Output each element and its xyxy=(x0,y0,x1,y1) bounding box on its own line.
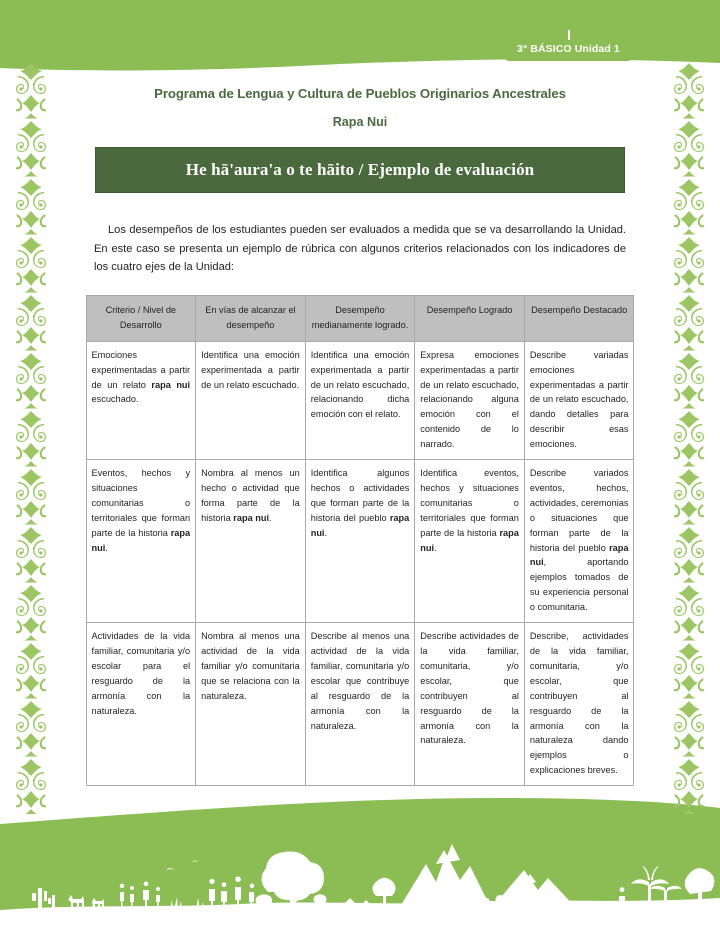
cell-logrado: Expresa emociones experimentadas a partir de un relato escuchado, relacionando alguna emoción con el contenido de lo narrado. xyxy=(415,341,525,459)
polynesian-scroll-ornament-icon xyxy=(672,236,706,294)
cell-criterio: Emociones experimentadas a partir de un relato rapa nui escuchado. xyxy=(86,341,196,459)
polynesian-scroll-ornament-icon xyxy=(672,700,706,758)
polynesian-scroll-ornament-icon xyxy=(672,410,706,468)
cell-medianamente: Identifica una emoción experimentada a partir de un relato escuchado, relacionando dicha emoción con el relato. xyxy=(305,341,415,459)
table-header-row xyxy=(86,295,634,341)
column-header-en-vias: En vías de alcanzar el desempeño xyxy=(196,295,306,341)
polynesian-scroll-ornament-icon xyxy=(14,178,48,236)
polynesian-scroll-ornament-icon xyxy=(672,642,706,700)
unit-badge-wrap xyxy=(505,38,632,61)
right-ornament-strip xyxy=(672,62,706,814)
bottom-landscape-band xyxy=(0,792,720,932)
polynesian-scroll-ornament-icon xyxy=(672,468,706,526)
polynesian-scroll-ornament-icon xyxy=(14,352,48,410)
column-header-destacado: Desempeño Destacado xyxy=(524,295,634,341)
cell-en-vias: Nombra al menos un hecho o actividad que forma parte de la historia rapa nui. xyxy=(196,460,306,623)
cell-criterio: Eventos, hechos y situaciones comunitarias o territoriales que forman parte de la historia rapa nui. xyxy=(86,460,196,623)
left-ornament-strip xyxy=(14,62,48,814)
column-header-criterio: Criterio / Nivel de Desarrollo xyxy=(86,295,196,341)
polynesian-scroll-ornament-icon xyxy=(14,526,48,584)
polynesian-scroll-ornament-icon xyxy=(14,584,48,642)
polynesian-scroll-ornament-icon xyxy=(672,294,706,352)
cell-destacado: Describe variados eventos, hechos, actividades, ceremonias o situaciones que forman parte de la historia del pueblo rapa nui, aportando ejemplos tomados de su experiencia personal o comunitaria. xyxy=(524,460,634,623)
polynesian-scroll-ornament-icon xyxy=(14,410,48,468)
cell-medianamente: Describe al menos una actividad de la vida familiar, comunitaria y/o escolar que contribuye al resguardo de la armonía con la naturaleza. xyxy=(305,623,415,786)
column-header-logrado: Desempeño Logrado xyxy=(415,295,525,341)
people-name: Rapa Nui xyxy=(332,115,388,129)
unit-badge: 3° BÁSICO Unidad 1 xyxy=(505,38,632,61)
cell-medianamente: Identifica algunos hechos o actividades que forman parte de la historia del pueblo rapa nui. xyxy=(305,460,415,623)
polynesian-scroll-ornament-icon xyxy=(14,120,48,178)
cell-en-vias: Identifica una emoción experimentada a partir de un relato escuchado. xyxy=(196,341,306,459)
intro-paragraph: Los desempeños de los estudiantes pueden ser evaluados a medida que se va desarrollando la Unidad. En este caso se presenta un ejemplo de rúbrica con algunos criterios relacionados con los indicadores de los cuatro ejes de la Unidad: xyxy=(94,224,626,274)
document-title: He hā'aura'a o te hāito / Ejemplo de evaluación xyxy=(185,160,535,179)
badge-stem xyxy=(568,30,570,40)
cell-destacado: Describe, actividades de la vida familiar, comunitaria, y/o escolar, que contribuyen al resguardo de la armonía con la naturaleza dando ejemplos o explicaciones breves. xyxy=(524,623,634,786)
cell-destacado: Describe variadas emociones experimentadas a partir de un relato escuchado, dando detalles para describir esas emociones. xyxy=(524,341,634,459)
polynesian-scroll-ornament-icon xyxy=(672,584,706,642)
cell-logrado: Describe actividades de la vida familiar, comunitaria, y/o escolar, que contribuyen al resguardo de la armonía con la naturaleza. xyxy=(415,623,525,786)
polynesian-scroll-ornament-icon xyxy=(14,468,48,526)
polynesian-scroll-ornament-icon xyxy=(672,352,706,410)
polynesian-scroll-ornament-icon xyxy=(672,120,706,178)
polynesian-scroll-ornament-icon xyxy=(672,526,706,584)
polynesian-scroll-ornament-icon xyxy=(14,642,48,700)
cell-logrado: Identifica eventos, hechos y situaciones comunitarias o territoriales que forman parte de la historia rapa nui. xyxy=(415,460,525,623)
polynesian-scroll-ornament-icon xyxy=(14,236,48,294)
cell-criterio: Actividades de la vida familiar, comunitaria y/o escolar para el resguardo de la armonía con la naturaleza. xyxy=(86,623,196,786)
rubric-table xyxy=(86,295,635,786)
table-row xyxy=(86,341,634,459)
polynesian-scroll-ornament-icon xyxy=(672,178,706,236)
polynesian-scroll-ornament-icon xyxy=(672,62,706,120)
program-title: Programa de Lengua y Cultura de Pueblos Originarios Ancestrales xyxy=(154,86,566,101)
polynesian-scroll-ornament-icon xyxy=(14,758,48,814)
polynesian-scroll-ornament-icon xyxy=(672,758,706,814)
cell-en-vias: Nombra al menos una actividad de la vida familiar y/o comunitaria que se relaciona con la naturaleza. xyxy=(196,623,306,786)
table-row xyxy=(86,623,634,786)
document-title-bar xyxy=(95,147,625,193)
column-header-medianamente: Desempeño medianamente logrado. xyxy=(305,295,415,341)
polynesian-scroll-ornament-icon xyxy=(14,62,48,120)
polynesian-scroll-ornament-icon xyxy=(14,294,48,352)
document-content xyxy=(64,80,656,786)
polynesian-scroll-ornament-icon xyxy=(14,700,48,758)
table-row xyxy=(86,460,634,623)
